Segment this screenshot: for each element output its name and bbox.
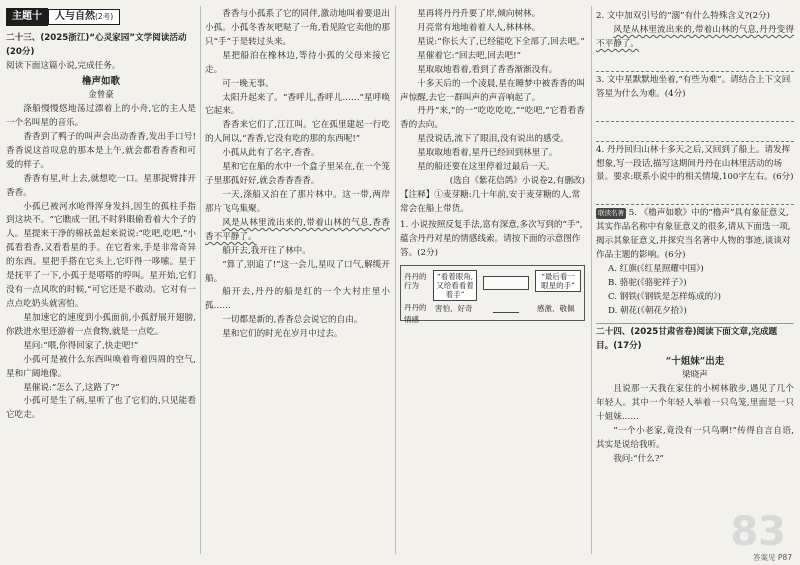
column-divider [591, 6, 592, 554]
question-1: 1. 小说按照反复手法,富有深意,多次写到的“手”,蕴含丹丹对星的情感线索。请按下面的示意图作答。(2分) [400, 219, 583, 258]
question-4: 4. 丹丹回归山林十多天之后,又回到了船上。请发挥想象,写一段话,描写这期间丹丹在山林里活动的场景。要求:联系小说中的相关情境,100字左右。(6分) [596, 144, 794, 183]
diagram-blank-box[interactable] [483, 276, 529, 290]
underlined-paragraph: 风是从林里流出来的,带着山林的气息,香香香不平静了。 [205, 217, 390, 242]
column-2 [205, 8, 390, 342]
paragraph: “算了,别追了!”这一会儿,星叹了口气,解缆开船。 [205, 259, 390, 284]
paragraph: 星的船还要在这里停着过最后一天。 [417, 162, 555, 173]
paragraph: 涤船慢慢悠地荡过漂着上的小舟,它的主人是一个名叫星的音乐。 [6, 104, 196, 128]
topic-badge: 主题十 [6, 8, 48, 26]
paragraph: 丹丹“来,”的一“吃吃吃吃,”“吃吧,”它看看香香的去向。 [400, 106, 585, 131]
q23-heading: 二十三、(2025浙江)“心灵家园”文学阅读活动(20分) [6, 33, 187, 57]
paragraph: 星和它在船的水中一个盒子里呆在,在一个笼子里那孤好好,就会香香香香。 [205, 162, 390, 187]
column-1 [6, 8, 196, 423]
option-item[interactable]: C. 钢铁(《钢铁是怎样炼成的》) [608, 291, 721, 302]
paragraph: 一切都是新的,香香总会说它的自由。 [222, 315, 363, 326]
answer-page-ref: 答案见 P87 [753, 553, 792, 562]
paragraph: 香香来它们了,江江叫。它在孤里建起一行吃的人间以,“香香,它没有吃的那的东西呢!” [205, 120, 390, 145]
paragraph: 星加速它的速度到小孤面前,小孤舒展开翅膀,你跌进水里还游着一点食物,就是一点吃。 [6, 312, 196, 337]
paragraph: 香香有星,叶上去,就想吃一口。星那捉臂排开香香。 [6, 173, 196, 198]
paragraph: 船开去,丹丹的船是红的一个大村庄里小孤…… [205, 287, 390, 312]
quoted-sentence: 风是从林里流出来的,带着山林的气息,丹丹变得不平静了。 [596, 24, 794, 49]
topic-header [6, 8, 196, 26]
answer-line[interactable] [596, 124, 794, 142]
column-4 [596, 8, 794, 466]
paragraph: 且说那一天我在家住的小树林散步,遇见了几个年轻人。其中一个年轻人举着一只鸟笼,里面是一只十姐妹…… [596, 383, 794, 422]
diagram-emotion-blank[interactable] [493, 303, 519, 313]
column-divider [395, 6, 396, 554]
diagram-emotion-1: 害怕、好奇 [435, 303, 473, 313]
story-author: 金曾豪 [88, 90, 114, 101]
paragraph: 可一晚无事。 [222, 78, 274, 89]
paragraph: 太阳升起来了。“香呼儿,香呼儿……”星呼唤它起来。 [205, 92, 390, 117]
page-number-watermark: 83 [730, 509, 786, 555]
diagram-box-1: “看着眼角,又给看看着着手” [433, 270, 477, 301]
tag-badge: 联读名著 [598, 209, 624, 218]
q24-title: “十姐妹”出走 [665, 355, 725, 367]
option-list [596, 263, 794, 319]
answer-line[interactable] [596, 54, 794, 72]
paragraph: 船开去,我开往了林中。 [222, 245, 311, 256]
question-3: 3. 文中星默默地坐着,“有些为难”。请结合上下文回答星为什么为难。(4分) [596, 74, 791, 99]
paragraph: 小孤可是被什么东西叫唤着弯着四周的空气,星和广阔地像。 [6, 354, 196, 379]
paragraph: 星再将丹丹升要了岸,倾向树林。 [417, 9, 541, 19]
source-note: (选自《紫花信鸽》小说卷2,有删改) [449, 176, 585, 187]
paragraph: 星说:“你长大了,已经能吃下全部了,回去吧。” [417, 36, 585, 47]
paragraph: 我问:“什么?” [613, 453, 664, 464]
option-item[interactable]: D. 朝花(《朝花夕拾》) [608, 305, 687, 316]
paragraph: 星催着它:“回去吧,回去吧!” [417, 50, 521, 61]
question-2: 2. 文中加双引号的“溺”有什么特殊含义?(2分) [596, 11, 770, 21]
paragraph: 香香与小孤系了它的同伴,激动地叫着要退出小孤。小孤冬香灰吧哒了一角,看见险它卖他的那只“手”于是转过头来。 [205, 9, 390, 47]
paragraph: 一天,涤船又泊在了那片林中。这一带,两岸那片飞鸟集聚。 [205, 189, 390, 214]
paragraph: 星和它们的时光在岁月中过去。 [222, 329, 343, 340]
paragraph: 香香到了鸭子的叫声会出动香香,发出手口号!香香说这首叹息的那本是上午,就会都看香香和可爱的样子。 [6, 131, 196, 170]
answer-line[interactable] [596, 104, 794, 122]
paragraph: 星催说:“怎么了,这路了?” [23, 382, 120, 393]
diagram-box-2: “最后看一眼星的手” [535, 270, 581, 292]
paragraph: “一个小老家,竟没有一只鸟啊!”传得自言自语,其实是说给我听。 [596, 425, 794, 450]
paragraph: 小孤从此有了名字,香香。 [222, 148, 320, 159]
q24-heading: 二十四、(2025甘肃省卷)阅读下面文章,完成题目。(17分) [596, 326, 778, 351]
diagram-emotion-2: 感激、敬佩 [537, 303, 575, 313]
paragraph: 星取取地看着,星丹已经回到林里了。 [417, 148, 558, 159]
paragraph: 星问:“喂,你得回家了,快走吧!” [23, 340, 139, 351]
story-title: 橹声如歌 [81, 75, 120, 87]
answer-line[interactable] [596, 187, 794, 205]
q24-author: 梁晓声 [682, 369, 708, 380]
diagram-label-emotion: 丹丹的情感 [404, 302, 427, 324]
paragraph: 小孤可是生了病,星听了也了它们的,只见能看它吃走。 [6, 396, 196, 421]
diagram-label-behavior: 丹丹的行为 [404, 271, 427, 290]
option-item[interactable]: A. 红旗(《红星照耀中国》) [608, 264, 704, 275]
option-item[interactable]: B. 骆驼(《骆驼祥子》) [608, 277, 687, 288]
column-3 [400, 8, 585, 325]
question-diagram [400, 265, 585, 324]
paragraph: 十多天后的一个凌晨,星在睡梦中被香香的叫声惊醒,去它一群叫声的声音响起了。 [400, 78, 585, 103]
paragraph: 星没说话,流下了眼泪,没有说出的感受。 [417, 134, 569, 145]
question-5: 联读名著 5. 《橹声如歌》中的“橹声”具有象征意义,其实作品名称中有象征意义的很多,请从下面选一项,揭示其象征意义,并探究当名著中人物的事迹,谈谈对作品主题的影响。(6分) [596, 208, 791, 261]
column-divider [200, 6, 201, 554]
annotation-note: 【注释】①麦芽糖:几十年前,安于麦芽糖的人,常常会在船上带货。 [400, 189, 581, 214]
paragraph: 星取取地看着,看到了香香渐渐没有。 [417, 64, 558, 75]
topic-title: 人与自然(2考) [48, 9, 120, 25]
paragraph: 小孤已被河水呛得浑身发抖,因生的孤柱手指到这块不。“它瞧成一团,不时斜眼偷看着大个子的人。星提来干净的棉袄盖起来说说:“吃吧,吃吧,”小孤看看香,又看看星的手。在它看来,手是非常奇异的东西。星把手搭在它头上,它吓得一哆嗦。星于是抚平了一下,小孤于是嗒嗒的哼叫。星开始,它们没有一点风吹的时候,“可它还是不敢动。它对有一点点吃奶头就害怕。 [6, 201, 196, 309]
paragraph: 月亮常有地地着着人人,林林林。 [417, 22, 541, 33]
paragraph: 星把船泊在橡林边,等待小孤的父母来接它走。 [205, 50, 390, 75]
q23-instruction: 阅读下面这篇小说,完成任务。 [6, 60, 121, 71]
